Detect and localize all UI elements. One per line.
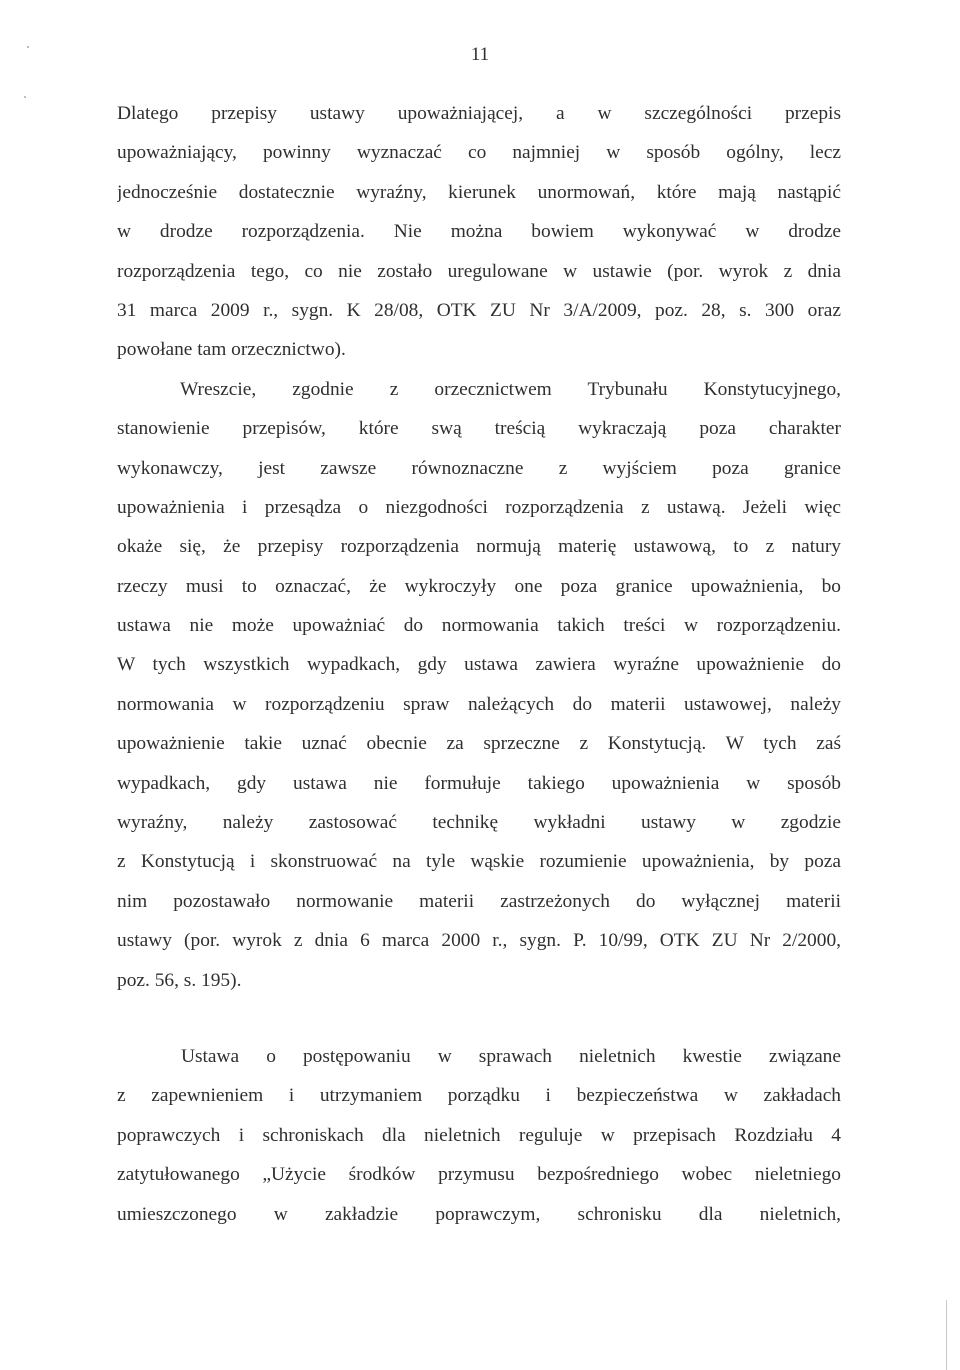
text-line: Wreszcie, zgodnie z orzecznictwem Trybunału Konstytucyjnego,	[180, 378, 841, 400]
text-line: powołane tam orzecznictwo).	[117, 339, 346, 361]
text-line: rzeczy musi to oznaczać, że wykroczyły one poza granice upoważnienia, bo	[117, 575, 841, 597]
text-line: wypadkach, gdy ustawa nie formułuje takiego upoważnienia w sposób	[117, 772, 841, 794]
text-line: w drodze rozporządzenia. Nie można bowiem wykonywać w drodze	[117, 221, 841, 243]
text-line: normowania w rozporządzeniu spraw należących do materii ustawowej, należy	[117, 693, 841, 715]
text-line: nim pozostawało normowanie materii zastrzeżonych do wyłącznej materii	[117, 890, 841, 912]
text-line: W tych wszystkich wypadkach, gdy ustawa zawiera wyraźne upoważnienie do	[117, 654, 841, 676]
text-line: upoważniający, powinny wyznaczać co najmniej w sposób ogólny, lecz	[117, 142, 841, 164]
text-line: wykonawczy, jest zawsze równoznaczne z wyjściem poza granice	[117, 457, 841, 479]
text-line: upoważnienie takie uznać obecnie za sprzeczne z Konstytucją. W tych zaś	[117, 733, 841, 755]
text-line: z zapewnieniem i utrzymaniem porządku i bezpieczeństwa w zakładach	[117, 1085, 841, 1107]
text-line: jednocześnie dostatecznie wyraźny, kierunek unormowań, które mają nastąpić	[117, 181, 841, 203]
text-line: poprawczych i schroniskach dla nieletnich reguluje w przepisach Rozdziału 4	[117, 1124, 841, 1146]
text-line: wyraźny, należy zastosować technikę wykładni ustawy w zgodzie	[117, 812, 841, 834]
text-line: upoważnienia i przesądza o niezgodności rozporządzenia z ustawą. Jeżeli więc	[117, 496, 841, 518]
text-line: 31 marca 2009 r., sygn. K 28/08, OTK ZU Nr 3/A/2009, poz. 28, s. 300 oraz	[117, 299, 841, 321]
text-line: rozporządzenia tego, co nie zostało uregulowane w ustawie (por. wyrok z dnia	[117, 260, 841, 282]
text-line: poz. 56, s. 195).	[117, 969, 242, 991]
paragraph-block-one	[117, 94, 841, 1000]
page-number: 11	[470, 44, 490, 65]
scan-artifact-dot	[24, 96, 26, 98]
text-line: Dlatego przepisy ustawy upoważniającej, a w szczególności przepis	[117, 103, 841, 124]
text-line: Ustawa o postępowaniu w sprawach nieletnich kwestie związane	[181, 1046, 841, 1067]
text-line: ustawa nie może upoważniać do normowania takich treści w rozporządzeniu.	[117, 615, 841, 637]
text-line: stanowienie przepisów, które swą treścią wykraczają poza charakter	[117, 418, 841, 440]
text-line: umieszczonego w zakładzie poprawczym, schronisku dla nieletnich,	[117, 1203, 841, 1225]
text-line: okaże się, że przepisy rozporządzenia normują materię ustawową, to z natury	[117, 536, 841, 558]
text-line: ustawy (por. wyrok z dnia 6 marca 2000 r., sygn. P. 10/99, OTK ZU Nr 2/2000,	[117, 930, 841, 952]
scan-edge-line	[946, 1300, 947, 1370]
paragraph-block-two	[117, 1037, 841, 1234]
text-line: zatytułowanego „Użycie środków przymusu bezpośredniego wobec nieletniego	[117, 1164, 841, 1186]
text-line: z Konstytucją i skonstruować na tyle wąskie rozumienie upoważnienia, by poza	[117, 851, 841, 873]
